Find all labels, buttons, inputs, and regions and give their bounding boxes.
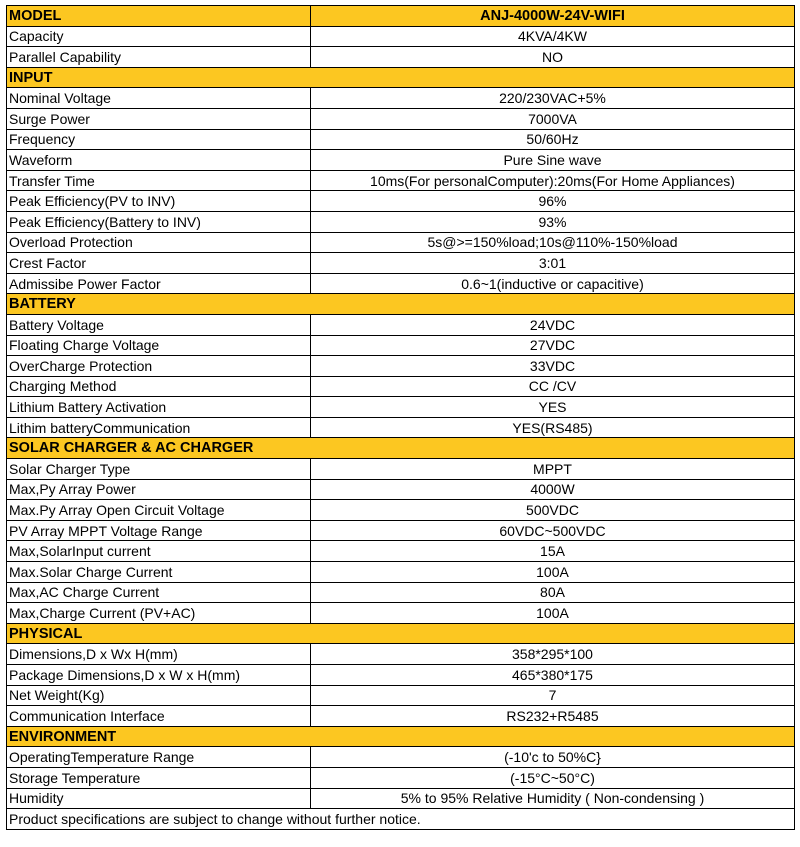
- spec-label: Storage Temperature: [7, 767, 311, 788]
- spec-row: [7, 211, 795, 232]
- spec-row: [7, 685, 795, 706]
- spec-row: [7, 314, 795, 335]
- spec-value: 220/230VAC+5%: [311, 88, 795, 109]
- spec-value: 4000W: [311, 479, 795, 500]
- spec-row: [7, 88, 795, 109]
- spec-label: Max,SolarInput current: [7, 541, 311, 562]
- section-header-row: [7, 623, 795, 644]
- spec-row: [7, 26, 795, 47]
- spec-label: Humidity: [7, 788, 311, 809]
- model-label: MODEL: [7, 6, 311, 27]
- spec-value: 24VDC: [311, 314, 795, 335]
- spec-label: Max.Solar Charge Current: [7, 562, 311, 583]
- spec-value: Pure Sine wave: [311, 150, 795, 171]
- spec-value: (-10'c to 50%C}: [311, 747, 795, 768]
- spec-value: 27VDC: [311, 335, 795, 356]
- spec-row: [7, 562, 795, 583]
- spec-value: 93%: [311, 211, 795, 232]
- spec-label: Solar Charger Type: [7, 459, 311, 480]
- spec-row: [7, 665, 795, 686]
- spec-value: 5s@>=150%load;10s@110%-150%load: [311, 232, 795, 253]
- spec-value: 96%: [311, 191, 795, 212]
- spec-row: [7, 500, 795, 521]
- section-header-row: [7, 294, 795, 315]
- spec-value: 15A: [311, 541, 795, 562]
- spec-label: Charging Method: [7, 376, 311, 397]
- spec-row: [7, 376, 795, 397]
- spec-label: Waveform: [7, 150, 311, 171]
- spec-label: Nominal Voltage: [7, 88, 311, 109]
- spec-label: Parallel Capability: [7, 47, 311, 68]
- spec-value: (-15°C~50°C): [311, 767, 795, 788]
- spec-value: 10ms(For personalComputer):20ms(For Home Appliances): [311, 170, 795, 191]
- section-title: ENVIRONMENT: [7, 726, 795, 747]
- spec-label: Surge Power: [7, 108, 311, 129]
- spec-value: 358*295*100: [311, 644, 795, 665]
- spec-row: [7, 417, 795, 438]
- spec-row: [7, 47, 795, 68]
- spec-row: [7, 170, 795, 191]
- spec-label: Dimensions,D x Wx H(mm): [7, 644, 311, 665]
- spec-value: 3:01: [311, 253, 795, 274]
- section-title: INPUT: [7, 67, 795, 88]
- spec-label: Peak Efficiency(Battery to INV): [7, 211, 311, 232]
- spec-value: CC /CV: [311, 376, 795, 397]
- model-value: ANJ-4000W-24V-WIFI: [311, 6, 795, 27]
- spec-label: Lithim batteryCommunication: [7, 417, 311, 438]
- spec-row: [7, 706, 795, 727]
- spec-value: NO: [311, 47, 795, 68]
- spec-row: [7, 356, 795, 377]
- spec-value: 5% to 95% Relative Humidity ( Non-condensing ): [311, 788, 795, 809]
- spec-row: [7, 232, 795, 253]
- spec-label: Crest Factor: [7, 253, 311, 274]
- spec-row: [7, 273, 795, 294]
- spec-label: Transfer Time: [7, 170, 311, 191]
- spec-value: 465*380*175: [311, 665, 795, 686]
- spec-label: Admissibe Power Factor: [7, 273, 311, 294]
- section-title: BATTERY: [7, 294, 795, 315]
- section-title: SOLAR CHARGER & AC CHARGER: [7, 438, 795, 459]
- spec-value: 0.6~1(inductive or capacitive): [311, 273, 795, 294]
- model-row: [7, 6, 795, 27]
- spec-row: [7, 150, 795, 171]
- spec-label: Overload Protection: [7, 232, 311, 253]
- spec-value: 7: [311, 685, 795, 706]
- spec-row: [7, 541, 795, 562]
- spec-row: [7, 108, 795, 129]
- spec-row: [7, 747, 795, 768]
- spec-value: 80A: [311, 582, 795, 603]
- spec-label: Floating Charge Voltage: [7, 335, 311, 356]
- spec-value: 60VDC~500VDC: [311, 520, 795, 541]
- spec-row: [7, 603, 795, 624]
- spec-row: [7, 767, 795, 788]
- spec-table-body: [7, 6, 795, 830]
- spec-label: Peak Efficiency(PV to INV): [7, 191, 311, 212]
- spec-row: [7, 253, 795, 274]
- spec-value: YES(RS485): [311, 417, 795, 438]
- spec-table: [6, 5, 795, 830]
- spec-row: [7, 191, 795, 212]
- spec-label: Net Weight(Kg): [7, 685, 311, 706]
- spec-label: Battery Voltage: [7, 314, 311, 335]
- spec-value: MPPT: [311, 459, 795, 480]
- spec-value: 4KVA/4KW: [311, 26, 795, 47]
- spec-value: YES: [311, 397, 795, 418]
- spec-row: [7, 644, 795, 665]
- spec-value: RS232+R5485: [311, 706, 795, 727]
- spec-label: Max.Py Array Open Circuit Voltage: [7, 500, 311, 521]
- spec-row: [7, 479, 795, 500]
- section-header-row: [7, 726, 795, 747]
- spec-label: Max,Py Array Power: [7, 479, 311, 500]
- spec-label: Frequency: [7, 129, 311, 150]
- spec-row: [7, 459, 795, 480]
- spec-label: Capacity: [7, 26, 311, 47]
- footer-note-row: [7, 809, 795, 830]
- spec-value: 7000VA: [311, 108, 795, 129]
- spec-label: Communication Interface: [7, 706, 311, 727]
- spec-label: OperatingTemperature Range: [7, 747, 311, 768]
- spec-row: [7, 582, 795, 603]
- spec-row: [7, 397, 795, 418]
- section-header-row: [7, 438, 795, 459]
- spec-value: 500VDC: [311, 500, 795, 521]
- spec-row: [7, 335, 795, 356]
- spec-label: Max,AC Charge Current: [7, 582, 311, 603]
- spec-value: 100A: [311, 603, 795, 624]
- section-title: PHYSICAL: [7, 623, 795, 644]
- spec-row: [7, 520, 795, 541]
- spec-value: 33VDC: [311, 356, 795, 377]
- spec-label: Lithium Battery Activation: [7, 397, 311, 418]
- spec-value: 50/60Hz: [311, 129, 795, 150]
- spec-label: Package Dimensions,D x W x H(mm): [7, 665, 311, 686]
- spec-row: [7, 788, 795, 809]
- spec-value: 100A: [311, 562, 795, 583]
- spec-label: PV Array MPPT Voltage Range: [7, 520, 311, 541]
- spec-row: [7, 129, 795, 150]
- spec-label: OverCharge Protection: [7, 356, 311, 377]
- spec-label: Max,Charge Current (PV+AC): [7, 603, 311, 624]
- footer-note: Product specifications are subject to change without further notice.: [7, 809, 795, 830]
- section-header-row: [7, 67, 795, 88]
